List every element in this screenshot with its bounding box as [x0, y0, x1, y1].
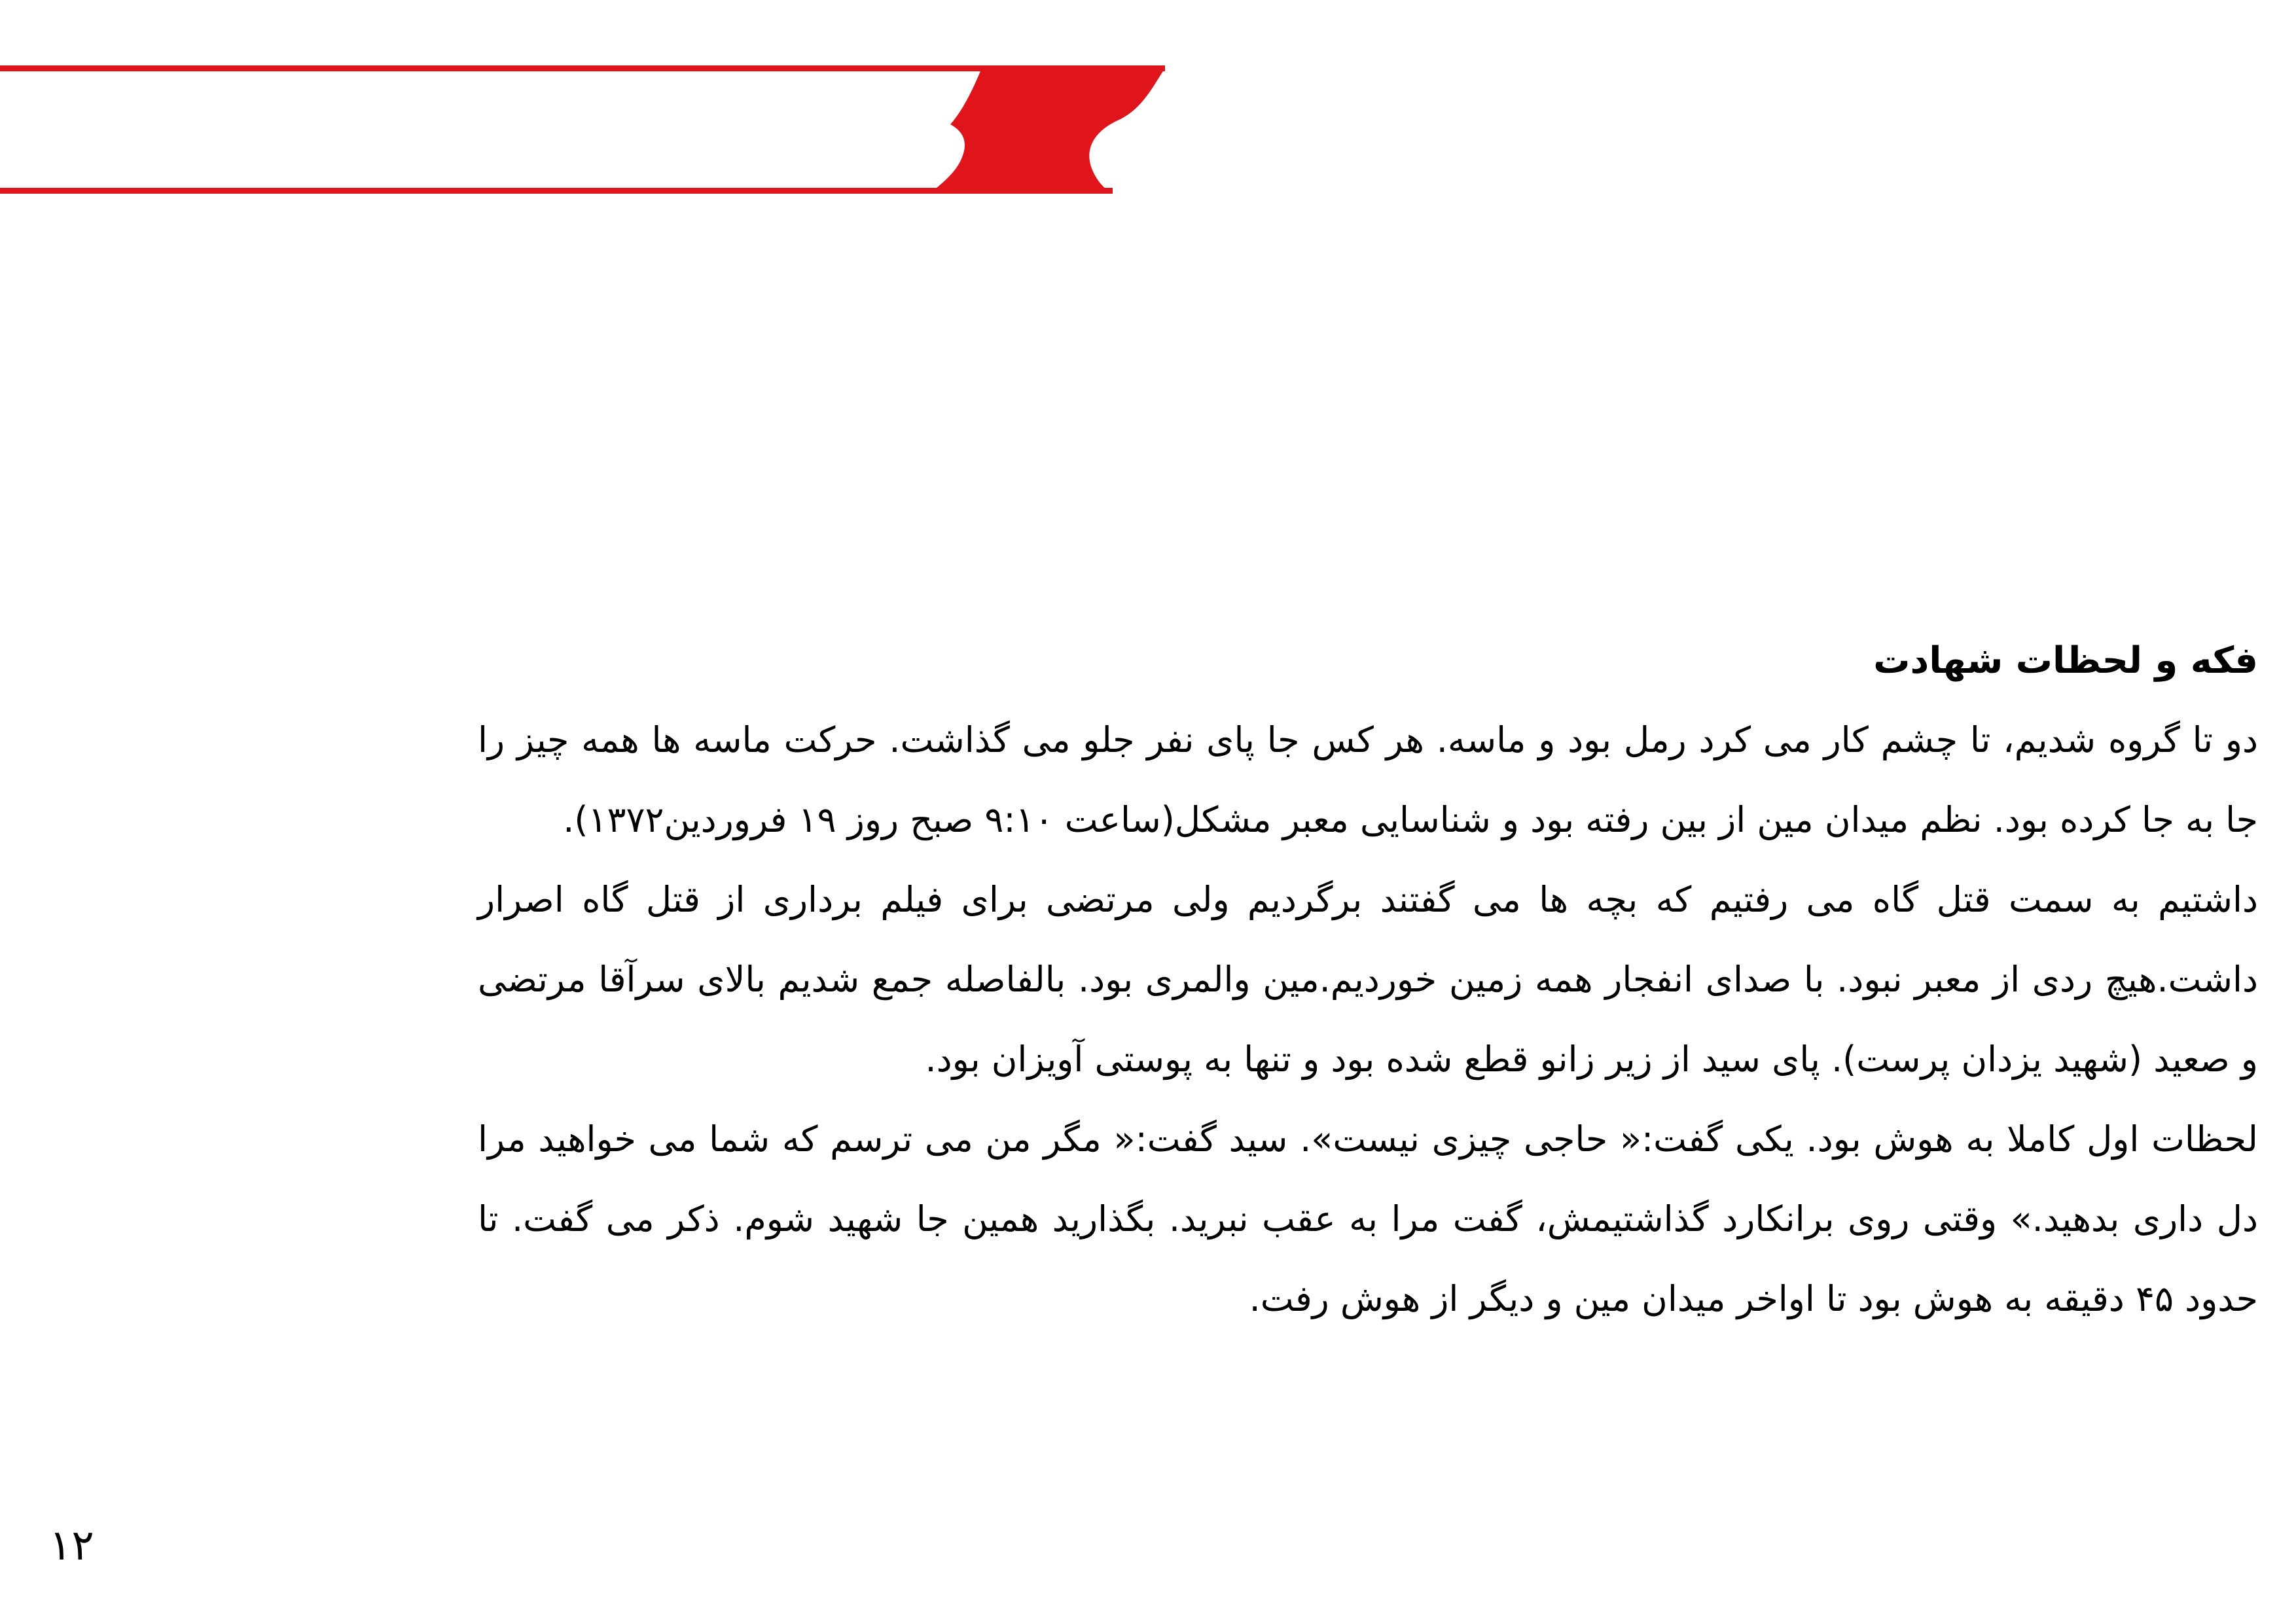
article-title: فکه و لحظات شهادت: [1873, 639, 2258, 682]
page-header: [0, 0, 1178, 209]
paragraph-3: لحظات اول کاملا به هوش بود. یکی گفت:« حاجی چیزی نیست». سید گفت:« مگر من می ترسم که شما می خواهید مرا دل داری بدهید.» وقتی روی برانکارد گذاشتیمش، گفت مرا به عقب نبرید. بگذارید همین جا شهید شوم. ذکر می گفت. تا حدود ۴۵ دقیقه به هوش بود تا اواخر میدان مین و دیگر از هوش رفت.: [478, 1118, 2258, 1319]
article: [478, 622, 2258, 1339]
header-banner-ornament: [0, 0, 1178, 209]
paragraph-1: دو تا گروه شدیم، تا چشم کار می کرد رمل بود و ماسه. هر کس جا پای نفر جلو می گذاشت. حرکت ماسه ها همه چیز را جا به جا کرده بود. نظم میدان مین از بین رفته بود و شناسایی معبر مشکل(ساعت ۹:۱۰ صبح روز ۱۹ فروردین۱۳۷۲).: [478, 719, 2258, 840]
page-number: ۱۲: [49, 1522, 94, 1570]
paragraph-2: داشتیم به سمت قتل گاه می رفتیم که بچه ها می گفتند برگردیم ولی مرتضی برای فیلم برداری از قتل گاه اصرار داشت.هیچ ردی از معبر نبود. با صدای انفجار همه زمین خوردیم.مین والمری بود. بالفاصله جمع شدیم بالای سرآقا مرتضی و صعید (شهید یزدان پرست). پای سید از زیر زانو قطع شده بود و تنها به پوستی آویزان بود.: [478, 879, 2258, 1080]
